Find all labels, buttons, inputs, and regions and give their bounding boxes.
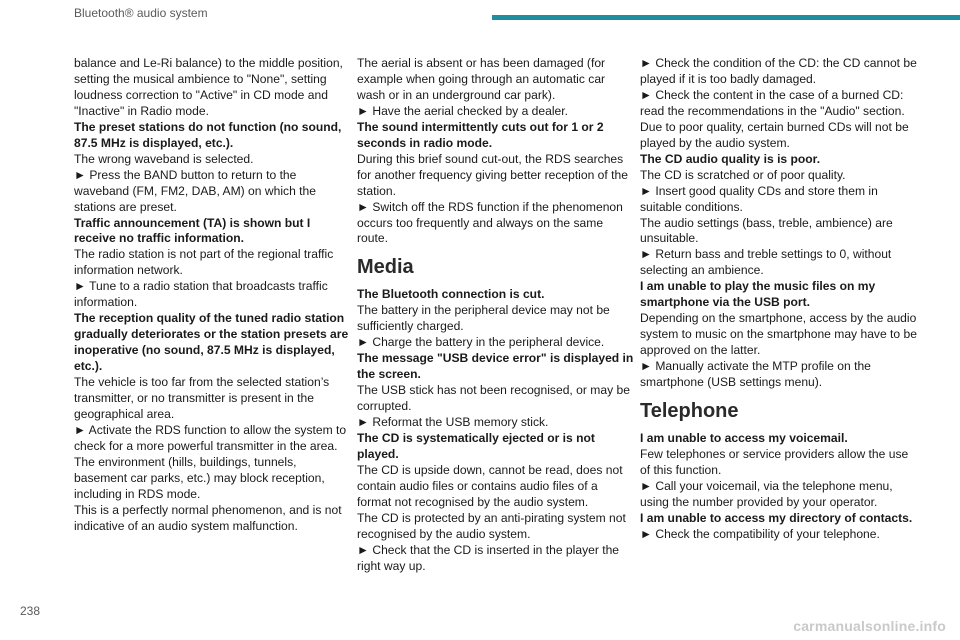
issue-question: I am unable to access my voicemail. <box>640 431 848 446</box>
text-column-2 <box>357 56 635 575</box>
page-number: 238 <box>20 604 41 618</box>
action-step: ► Return bass and treble settings to 0, without selecting an ambience. <box>640 247 892 278</box>
action-step: ► Check the content in the case of a burned CD: read the recommendations in the "Audio" section. <box>640 87 905 118</box>
action-step: ► Activate the RDS function to allow the system to check for a more powerful transmitter in the area. <box>74 422 347 453</box>
paragraph: The environment (hills, buildings, tunnels, basement car parks, etc.) may block reception, including in RDS mode. <box>74 454 325 501</box>
paragraph: Due to poor quality, certain burned CDs will not be played by the audio system. <box>640 119 909 150</box>
action-step: ► Call your voicemail, via the telephone menu, using the number provided by your operator. <box>640 478 893 509</box>
action-step: ► Have the aerial checked by a dealer. <box>357 103 568 118</box>
paragraph: This is a perfectly normal phenomenon, and is not indicative of an audio system malfunction. <box>74 502 342 533</box>
issue-question: The Bluetooth connection is cut. <box>357 287 545 302</box>
action-step: ► Insert good quality CDs and store them in suitable conditions. <box>640 183 878 214</box>
issue-question: The reception quality of the tuned radio station gradually deteriorates or the station presets are inoperative (no sound, 87.5 MHz is displayed, etc.). <box>74 311 349 374</box>
issue-question: The CD audio quality is is poor. <box>640 151 821 166</box>
issue-question: The CD is systematically ejected or is not played. <box>357 431 595 461</box>
paragraph: The CD is scratched or of poor quality. <box>640 167 846 182</box>
header-accent-bar <box>492 15 960 20</box>
issue-question: I am unable to access my directory of contacts. <box>640 510 913 525</box>
paragraph: The wrong waveband is selected. <box>74 151 254 166</box>
action-step: ► Check the condition of the CD: the CD cannot be played if it is too badly damaged. <box>640 56 917 86</box>
action-step: ► Manually activate the MTP profile on the smartphone (USB settings menu). <box>640 359 871 390</box>
action-step: ► Check that the CD is inserted in the player the right way up. <box>357 542 620 573</box>
issue-question: I am unable to play the music files on my smartphone via the USB port. <box>640 279 876 310</box>
paragraph: During this brief sound cut-out, the RDS searches for another frequency giving better reception of the station. <box>357 151 628 198</box>
paragraph: The aerial is absent or has been damaged (for example when going through an automatic car wash or in an underground car park). <box>357 56 606 102</box>
text-column-3 <box>640 56 918 543</box>
action-step: ► Press the BAND button to return to the waveband (FM, FM2, DAB, AM) on which the stations are preset. <box>74 167 316 214</box>
paragraph: The USB stick has not been recognised, or may be corrupted. <box>357 383 630 414</box>
paragraph: Depending on the smartphone, access by the audio system to music on the smartphone may have to be approved on the latter. <box>640 311 917 358</box>
paragraph: The CD is upside down, cannot be read, does not contain audio files or contains audio files of a format not recognised by the audio system. <box>357 462 623 509</box>
paragraph: Few telephones or service providers allow the use of this function. <box>640 446 909 477</box>
paragraph: The vehicle is too far from the selected station’s transmitter, or no transmitter is present in the geographical area. <box>74 375 330 421</box>
issue-question: The preset stations do not function (no sound, 87.5 MHz is displayed, etc.). <box>74 119 342 150</box>
section-heading: Media <box>357 256 414 279</box>
action-step: ► Tune to a radio station that broadcasts traffic information. <box>74 279 328 310</box>
paragraph: The CD is protected by an anti-pirating system not recognised by the audio system. <box>357 510 626 541</box>
text-column-1 <box>74 56 352 535</box>
issue-question: The message "USB device error" is displayed in the screen. <box>357 351 634 382</box>
action-step: ► Charge the battery in the peripheral device. <box>357 335 605 350</box>
action-step: ► Reformat the USB memory stick. <box>357 415 549 430</box>
action-step: ► Check the compatibility of your telephone. <box>640 526 880 541</box>
action-step: ► Switch off the RDS function if the phenomenon occurs too frequently and always on the same route. <box>357 199 623 246</box>
issue-question: Traffic announcement (TA) is shown but I receive no traffic information. <box>74 215 311 246</box>
paragraph: The audio settings (bass, treble, ambience) are unsuitable. <box>640 215 893 246</box>
section-heading: Telephone <box>640 400 739 423</box>
watermark: carmanualsonline.info <box>793 618 946 634</box>
running-header-title: Bluetooth® audio system <box>74 6 208 20</box>
paragraph: balance and Le-Ri balance) to the middle position, setting the musical ambience to "None", setting loudness correction to "Active" in CD mode and "Inactive" in Radio mode. <box>74 56 343 118</box>
paragraph: The battery in the peripheral device may not be sufficiently charged. <box>357 303 610 334</box>
issue-question: The sound intermittently cuts out for 1 or 2 seconds in radio mode. <box>357 119 604 150</box>
paragraph: The radio station is not part of the regional traffic information network. <box>74 247 334 278</box>
